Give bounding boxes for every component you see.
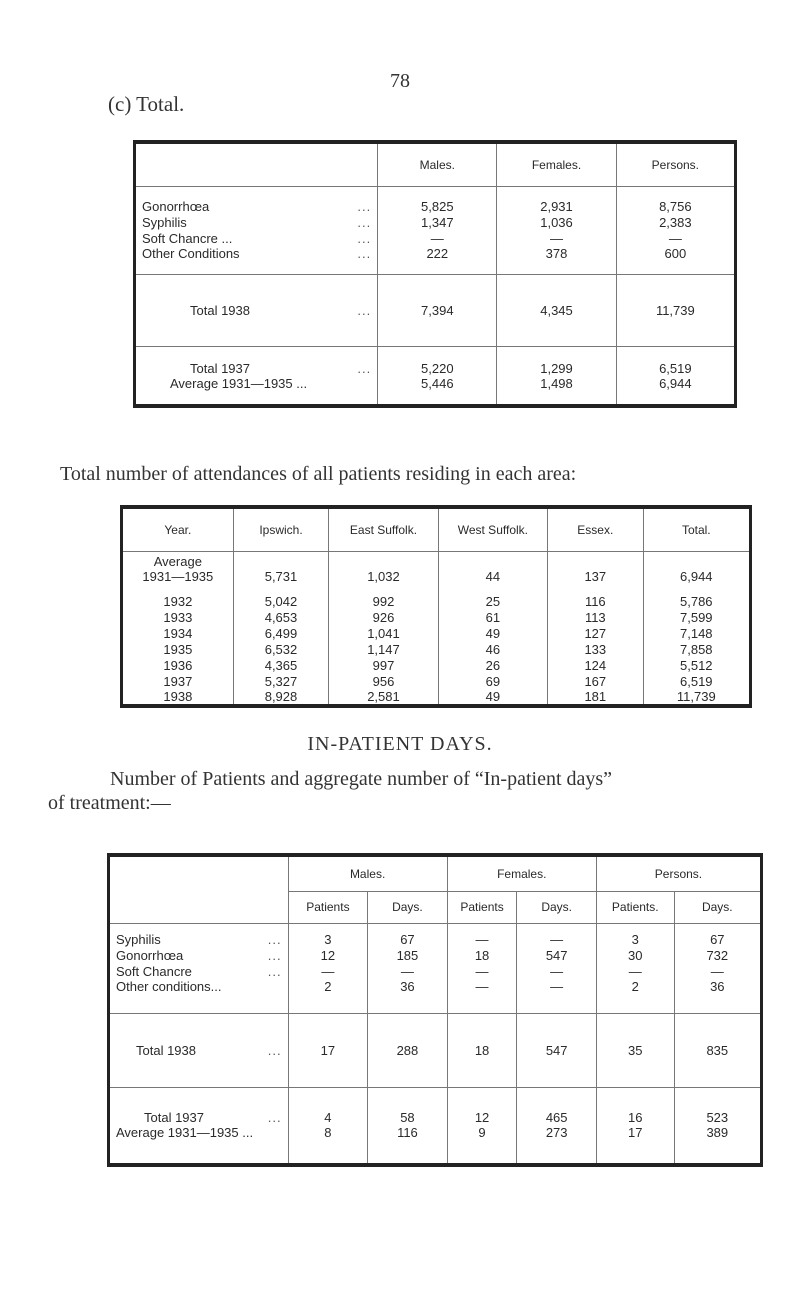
cell-value: 7,394 <box>378 274 497 346</box>
cell-year: 1932 <box>122 593 234 609</box>
cell-value: 124 <box>548 657 644 673</box>
cell-value: 6,519 <box>659 361 692 376</box>
cell-value: 6,944 <box>659 376 692 391</box>
group-header-persons: Persons. <box>596 855 761 891</box>
cell-value: 6,944 <box>680 569 713 584</box>
cell-value: 1,032 <box>329 569 438 593</box>
cell-value: 547 <box>517 947 596 963</box>
row-label: Other Conditions <box>142 246 240 261</box>
row-label: Soft Chancre ... <box>142 230 233 246</box>
cell-value: 113 <box>548 609 644 625</box>
table-row <box>135 230 736 246</box>
table-row <box>122 551 751 569</box>
cell-value: 127 <box>548 625 644 641</box>
cell-year: 1938 <box>122 689 234 706</box>
cell-value: 732 <box>706 947 729 963</box>
cell-value: 389 <box>706 1125 729 1140</box>
cell-value: 273 <box>517 1125 596 1165</box>
cell-value: 11,739 <box>616 274 735 346</box>
cell-value: 956 <box>329 673 438 689</box>
cell-value: 7,148 <box>680 625 713 641</box>
cell-value: 2 <box>596 979 674 1013</box>
row-label: Gonorrhœa <box>142 198 210 214</box>
cell-value: 7,858 <box>680 641 713 657</box>
cell-value: 5,220 <box>378 346 497 376</box>
row-label: Syphilis <box>142 214 187 230</box>
cell-value: 4,365 <box>233 657 329 673</box>
cell-value: — <box>517 963 596 979</box>
cell-value: 58 <box>368 1087 447 1125</box>
cell-value: 2 <box>288 979 368 1013</box>
cell-value: — <box>497 230 616 246</box>
cell-value: 36 <box>368 979 447 1013</box>
col-header-east-suffolk: East Suffolk. <box>329 507 438 551</box>
cell-value: 4,345 <box>497 274 616 346</box>
table-row <box>122 569 751 593</box>
total-row <box>135 274 736 346</box>
row-dots: ... <box>267 1110 282 1125</box>
cell-value: 26 <box>438 657 547 673</box>
sub-header-days: Days. <box>674 891 761 923</box>
cell-value: 2,931 <box>497 198 616 214</box>
cell-value: 116 <box>548 593 644 609</box>
cell-value: 133 <box>548 641 644 657</box>
cell-value: 185 <box>368 947 447 963</box>
cell-value: 46 <box>438 641 547 657</box>
row-dots: ... <box>357 246 372 261</box>
cell-value: 1,347 <box>378 214 497 230</box>
table-row <box>135 376 736 406</box>
table-row <box>135 214 736 230</box>
total-table-header <box>135 142 736 186</box>
col-header-persons: Persons. <box>616 142 735 186</box>
cell-value: 17 <box>288 1013 368 1087</box>
cell-value: 36 <box>674 979 761 1013</box>
cell-value: 1,498 <box>497 376 616 406</box>
cell-value: 137 <box>548 569 644 593</box>
table-row <box>122 609 751 625</box>
cell-value: — <box>710 963 724 979</box>
cell-value: 1,041 <box>329 625 438 641</box>
cell-value: 11,739 <box>676 689 716 704</box>
row-dots: ... <box>357 361 372 376</box>
cell-value: 67 <box>710 932 725 947</box>
cell-value: — <box>378 230 497 246</box>
row-label: Other conditions... <box>116 979 222 994</box>
cell-value: 49 <box>438 625 547 641</box>
table-row <box>135 346 736 376</box>
cell-value: 926 <box>329 609 438 625</box>
table-row <box>135 198 736 214</box>
table-row <box>109 979 762 1013</box>
cell-value: 18 <box>447 1013 517 1087</box>
row-label: Soft Chancre <box>116 963 192 979</box>
cell-year: 1937 <box>122 673 234 689</box>
row-dots: ... <box>357 214 372 230</box>
cell-value: 3 <box>596 923 674 947</box>
row-label: Total 1937 <box>144 1110 204 1125</box>
cell-value: 2,383 <box>659 214 692 230</box>
row-label: Syphilis <box>116 932 161 947</box>
cell-value: 997 <box>329 657 438 673</box>
cell-value: 1,036 <box>497 214 616 230</box>
cell-value: — <box>668 230 682 246</box>
table-row <box>109 923 762 947</box>
cell-value: 1,147 <box>329 641 438 657</box>
cell-value: — <box>368 963 447 979</box>
inpatient-caption-line2: of treatment:— <box>48 792 171 814</box>
cell-value: 9 <box>447 1125 517 1165</box>
cell-value: 378 <box>497 246 616 274</box>
group-header-males: Males. <box>288 855 447 891</box>
table-row <box>122 689 751 706</box>
table-row <box>122 673 751 689</box>
cell-value: 5,446 <box>378 376 497 406</box>
table-row <box>122 593 751 609</box>
cell-value: — <box>288 963 368 979</box>
cell-value: 547 <box>517 1013 596 1087</box>
cell-value: 181 <box>548 689 644 706</box>
cell-value: 18 <box>447 947 517 963</box>
sub-header-patients: Patients <box>288 891 368 923</box>
group-header-females: Females. <box>447 855 596 891</box>
total-row <box>109 1013 762 1087</box>
cell-value: 600 <box>616 246 735 274</box>
cell-value: 4 <box>288 1087 368 1125</box>
col-header-west-suffolk: West Suffolk. <box>438 507 547 551</box>
cell-value: — <box>447 923 517 947</box>
cell-value: 35 <box>596 1013 674 1087</box>
row-dots: ... <box>267 1042 282 1058</box>
row-dots: ... <box>267 963 282 979</box>
total-table <box>133 140 737 408</box>
row-label: Total 1938 <box>136 1042 196 1058</box>
cell-value: 3 <box>288 923 368 947</box>
row-dots: ... <box>267 947 282 963</box>
cell-value: 5,042 <box>233 593 329 609</box>
cell-value: — <box>596 963 674 979</box>
col-header-males: Males. <box>378 142 497 186</box>
attendances-table <box>120 505 752 708</box>
attendances-table-header <box>122 507 751 551</box>
table-row <box>109 1125 762 1165</box>
cell-value: 67 <box>368 923 447 947</box>
cell-value: 44 <box>438 569 547 593</box>
cell-value: 17 <box>596 1125 674 1165</box>
section-heading-total: (c) Total. <box>108 92 185 116</box>
table-row <box>109 1087 762 1125</box>
cell-value: 116 <box>368 1125 447 1165</box>
cell-value: 5,786 <box>680 593 713 609</box>
cell-value: — <box>517 923 596 947</box>
cell-value: 16 <box>596 1087 674 1125</box>
cell-value: 465 <box>517 1087 596 1125</box>
row-label: Total 1938 <box>190 302 250 318</box>
table-row <box>122 657 751 673</box>
cell-value: 5,512 <box>680 657 713 673</box>
row-dots: ... <box>267 932 282 947</box>
cell-value: 992 <box>329 593 438 609</box>
cell-value: 61 <box>438 609 547 625</box>
cell-value: 1,299 <box>497 346 616 376</box>
cell-value: 25 <box>438 593 547 609</box>
cell-value: 5,327 <box>233 673 329 689</box>
cell-value: 30 <box>596 947 674 963</box>
cell-value: 167 <box>548 673 644 689</box>
cell-value: 222 <box>378 246 497 274</box>
inpatient-sub-header <box>109 891 762 923</box>
sub-header-patients: Patients <box>447 891 517 923</box>
cell-value: 12 <box>288 947 368 963</box>
row-label: Total 1937 <box>190 361 250 376</box>
col-header-year: Year. <box>122 507 234 551</box>
average-label-line1: Average <box>122 551 234 569</box>
cell-year: 1936 <box>122 657 234 673</box>
cell-value: 6,519 <box>680 673 713 689</box>
cell-value: — <box>447 963 517 979</box>
cell-value: 523 <box>706 1110 729 1125</box>
attendances-caption: Total number of attendances of all patients residing in each area: <box>60 463 577 485</box>
cell-value: 6,499 <box>233 625 329 641</box>
row-dots: ... <box>357 198 372 214</box>
page-number: 78 <box>390 70 410 92</box>
cell-value: 49 <box>438 689 547 706</box>
col-header-ipswich: Ipswich. <box>233 507 329 551</box>
cell-value: 4,653 <box>233 609 329 625</box>
cell-year: 1933 <box>122 609 234 625</box>
row-dots: ... <box>357 302 372 318</box>
cell-value: 8,928 <box>233 689 329 706</box>
col-header-essex: Essex. <box>548 507 644 551</box>
sub-header-days: Days. <box>368 891 447 923</box>
sub-header-patients: Patients. <box>596 891 674 923</box>
cell-value: 69 <box>438 673 547 689</box>
cell-value: 12 <box>447 1087 517 1125</box>
inpatient-caption-line1: Number of Patients and aggregate number of “In-patient days” <box>110 768 613 790</box>
row-label: Average 1931—1935 ... <box>116 1125 254 1140</box>
sub-header-days: Days. <box>517 891 596 923</box>
cell-value: 8 <box>288 1125 368 1165</box>
table-row <box>122 625 751 641</box>
cell-year: 1935 <box>122 641 234 657</box>
cell-value: 6,532 <box>233 641 329 657</box>
cell-value: — <box>517 979 596 1013</box>
inpatient-group-header <box>109 855 762 891</box>
table-row <box>122 641 751 657</box>
row-label: Gonorrhœa <box>116 947 184 963</box>
cell-year: 1934 <box>122 625 234 641</box>
row-label: Average 1931—1935 ... <box>170 376 308 391</box>
inpatient-title: IN-PATIENT DAYS. <box>307 733 493 755</box>
cell-value: 5,825 <box>378 198 497 214</box>
cell-value: 835 <box>674 1013 761 1087</box>
cell-value: 7,599 <box>680 609 713 625</box>
table-row <box>109 947 762 963</box>
cell-value: 288 <box>368 1013 447 1087</box>
table-row <box>135 246 736 274</box>
average-label-line2: 1931—1935 <box>122 569 234 593</box>
cell-value: 8,756 <box>659 198 692 214</box>
cell-value: — <box>447 979 517 1013</box>
col-header-females: Females. <box>497 142 616 186</box>
inpatient-table <box>107 853 763 1167</box>
col-header-total: Total. <box>643 507 750 551</box>
table-row <box>109 963 762 979</box>
row-dots: ... <box>357 230 372 246</box>
cell-value: 2,581 <box>329 689 438 706</box>
cell-value: 5,731 <box>233 569 329 593</box>
